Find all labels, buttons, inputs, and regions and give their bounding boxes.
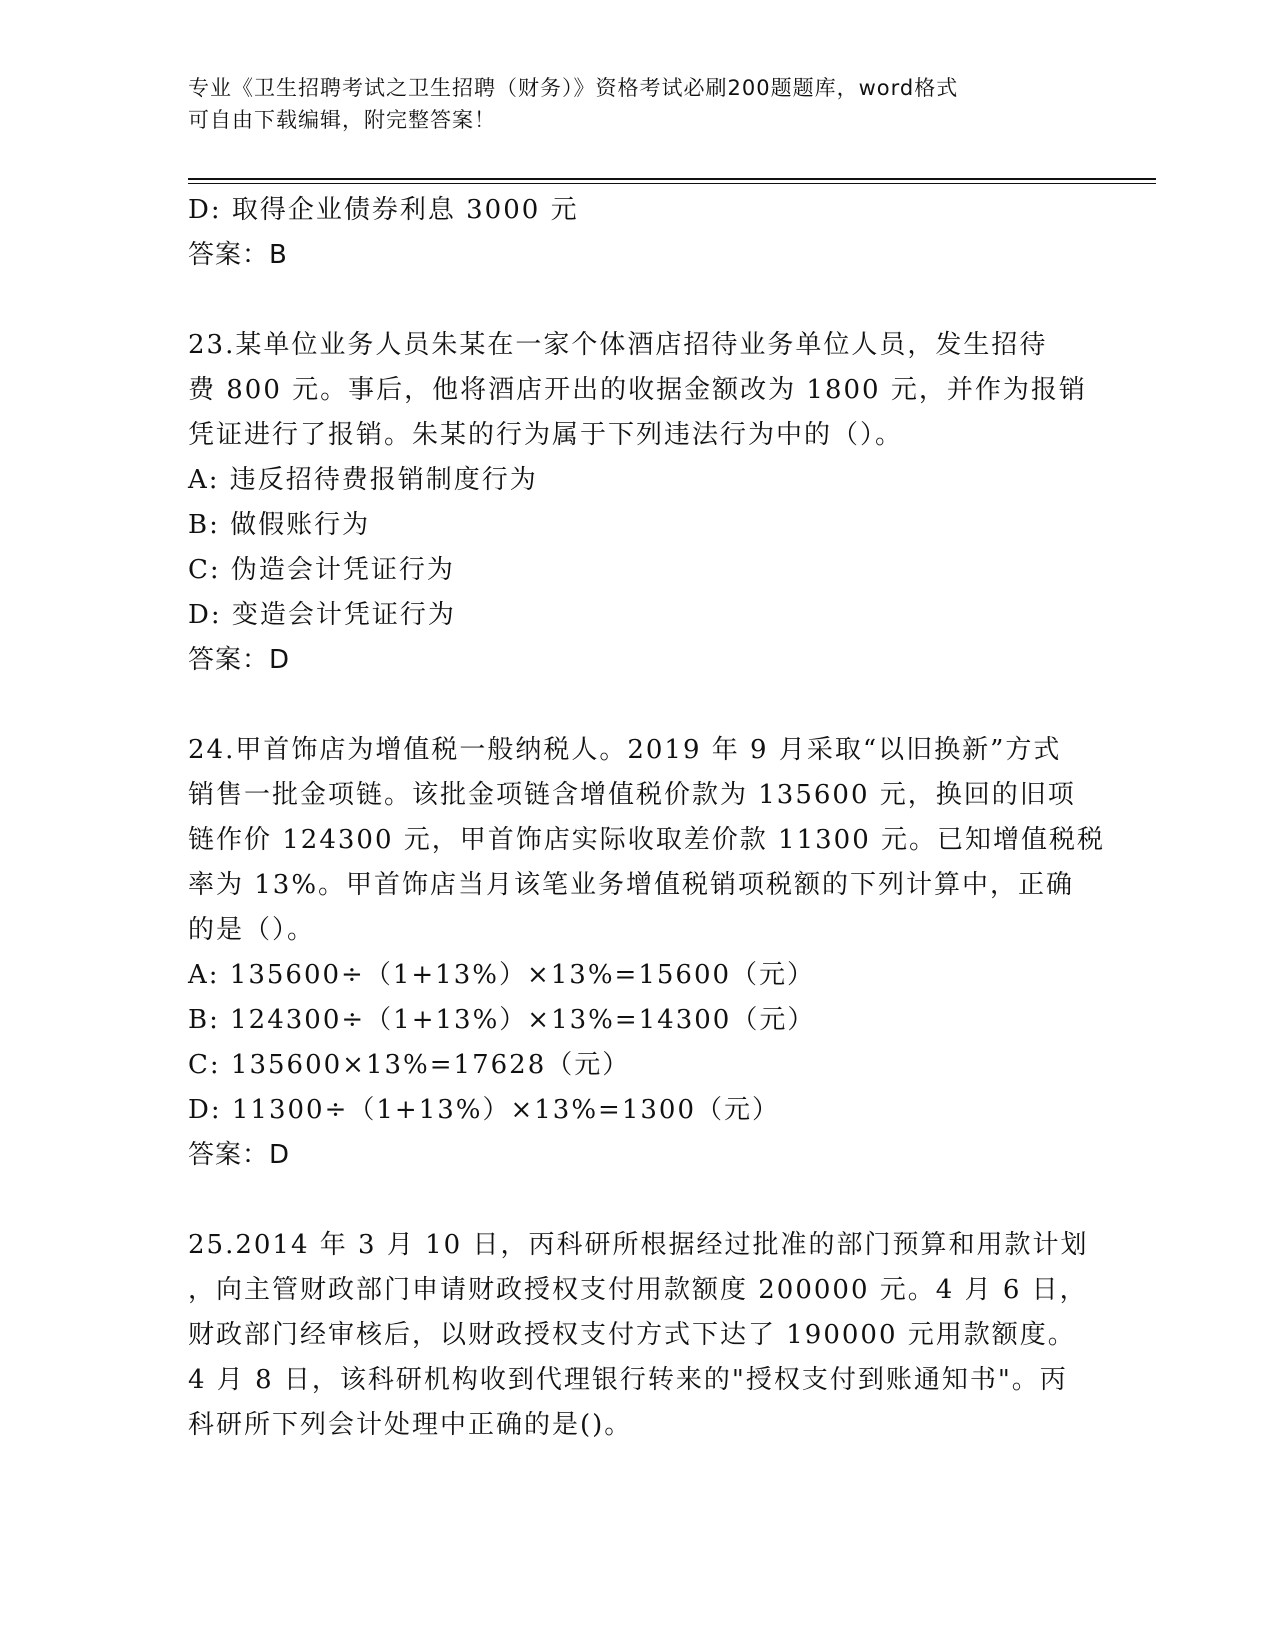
option-d: D: 11300÷（1+13%）×13%=1300（元） bbox=[188, 1095, 781, 1125]
question-text-line: 25.2014 年 3 月 10 日，丙科研所根据经过批准的部门预算和用款计划 bbox=[188, 1230, 1089, 1260]
option-b: B: 124300÷（1+13%）×13%=14300（元） bbox=[188, 1005, 816, 1035]
question-content bbox=[188, 188, 1106, 1448]
option-b: B: 做假账行为 bbox=[188, 510, 371, 540]
question-text-line: 凭证进行了报销。朱某的行为属于下列违法行为中的（）。 bbox=[188, 420, 904, 450]
answer-line: 答案：B bbox=[188, 240, 288, 270]
question-text-line: 率为 13%。甲首饰店当月该笔业务增值税销项税额的下列计算中，正确 bbox=[188, 870, 1075, 900]
header-title-line-1: 专业《卫生招聘考试之卫生招聘（财务）》资格考试必刷200题题库，word格式 bbox=[188, 76, 959, 100]
spacer bbox=[188, 1178, 1088, 1223]
answer-line: 答案：D bbox=[188, 1140, 291, 1170]
document-header bbox=[188, 72, 1088, 136]
option-d: D: 取得企业债券利息 3000 元 bbox=[188, 195, 579, 225]
spacer bbox=[188, 278, 1088, 323]
question-text-line: 4 月 8 日，该科研机构收到代理银行转来的"授权支付到账通知书"。丙 bbox=[188, 1365, 1068, 1395]
spacer bbox=[188, 683, 1088, 728]
question-text-line: 的是（）。 bbox=[188, 915, 316, 945]
question-text-line: 销售一批金项链。该批金项链含增值税价款为 135600 元，换回的旧项 bbox=[188, 780, 1076, 810]
question-text-line: ，向主管财政部门申请财政授权支付用款额度 200000 元。4 月 6 日， bbox=[188, 1275, 1088, 1305]
header-title-line-2: 可自由下载编辑，附完整答案！ bbox=[188, 108, 496, 132]
question-23 bbox=[188, 323, 1088, 683]
question-text-line: 链作价 124300 元，甲首饰店实际收取差价款 11300 元。已知增值税税 bbox=[188, 825, 1106, 855]
question-text-line: 费 800 元。事后，他将酒店开出的收据金额改为 1800 元，并作为报销 bbox=[188, 375, 1087, 405]
question-24 bbox=[188, 728, 1106, 1178]
question-text-line: 财政部门经审核后，以财政授权支付方式下达了 190000 元用款额度。 bbox=[188, 1320, 1076, 1350]
previous-question-tail bbox=[188, 188, 1088, 278]
header-divider bbox=[188, 178, 1156, 184]
option-a: A: 135600÷（1+13%）×13%=15600（元） bbox=[188, 960, 816, 990]
option-c: C: 135600×13%=17628（元） bbox=[188, 1050, 631, 1080]
answer-line: 答案：D bbox=[188, 645, 291, 675]
option-a: A: 违反招待费报销制度行为 bbox=[188, 465, 538, 495]
question-25 bbox=[188, 1223, 1088, 1448]
question-text-line: 科研所下列会计处理中正确的是()。 bbox=[188, 1410, 633, 1440]
option-c: C: 伪造会计凭证行为 bbox=[188, 555, 455, 585]
option-d: D: 变造会计凭证行为 bbox=[188, 600, 456, 630]
question-text-line: 24.甲首饰店为增值税一般纳税人。2019 年 9 月采取“以旧换新”方式 bbox=[188, 735, 1062, 765]
question-text-line: 23.某单位业务人员朱某在一家个体酒店招待业务单位人员，发生招待 bbox=[188, 330, 1048, 360]
